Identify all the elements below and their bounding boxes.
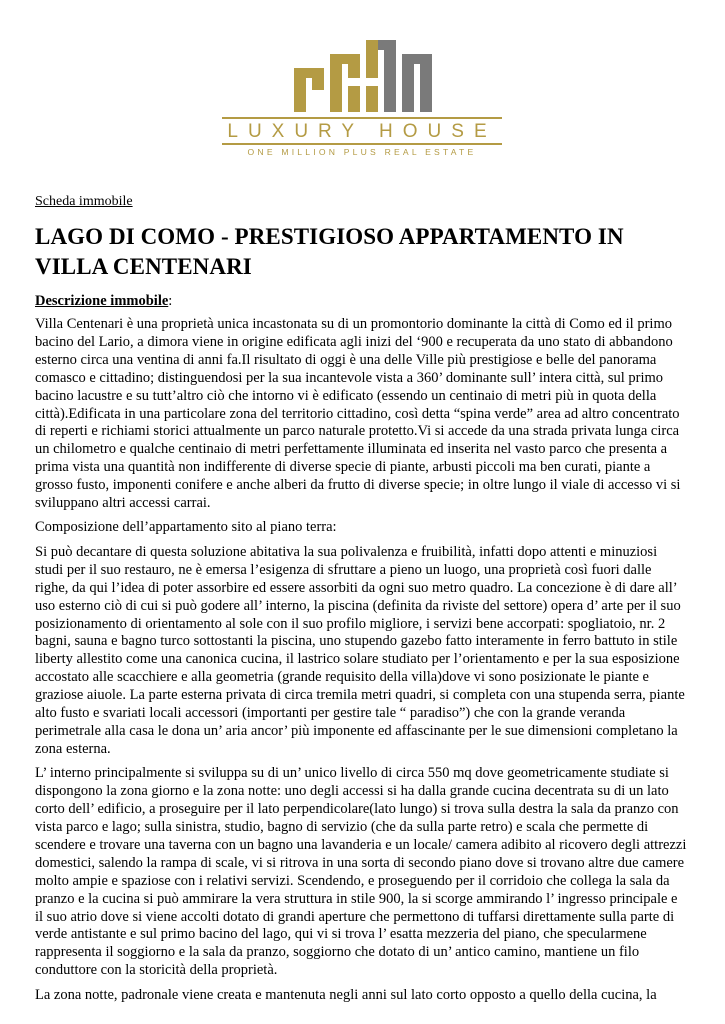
description-colon: :	[168, 293, 173, 309]
paragraph: Si può decantare di questa soluzione abitativa la sua polivalenza e fruibilità, infatti dopo attenti e minuziosi studi per il suo restauro, ne è emersa l’esigenza di sfruttare a pieno un luogo, una proprietà così fuori dalle righe, da qui l’idea di poter assorbire ed essere assorbiti da ogni suo metro quadro. La concezione è di dare all’ uso esterno ciò di cui si può godere all’ interno, la piscina (definita da riviste del settore) opera d’ arte per il suo posizionamento di orientamento al sole con il suo profilo migliore, i servizi bene accorpati: spogliatoio, nr. 2 bagni, sauna e bagno turco sottostanti la piscina, uno stupendo gazebo fatto interamente in ferro battuto in stile liberty allestito come una canonica cucina, il lastrico solare studiato per l’orientamento e per la sua esposizione accostato alle scacchiere e alla geometria (grande requisito della villa)dove vi sono posizionate le piante e graziose aiuole. La parte esterna privata di circa tremila metri quadri, si completa con una stupenda serra, piante alto fusto e svariati locali accessori (importanti per gestire tale “ paradiso”) che con la grande veranda perimetrale alla casa le dona un’ aria ancor’ più imponente ed affascinante per le sue dimensioni completano la zona esterna.	[35, 543, 685, 757]
description-label: Descrizione immobile	[35, 293, 169, 309]
logo-tagline: ONE MILLION PLUS REAL ESTATE	[247, 147, 477, 157]
breadcrumb[interactable]: Scheda immobile	[35, 194, 133, 209]
building-logo-icon	[0, 0, 725, 120]
logo-top-line	[222, 117, 502, 119]
document-body	[35, 193, 687, 1011]
paragraph: Composizione dell’appartamento sito al piano terra:	[35, 519, 337, 536]
description-heading	[35, 292, 687, 310]
logo-name: LUXURY HOUSE	[227, 121, 497, 142]
paragraph: La zona notte, padronale viene creata e mantenuta negli anni sul lato corto opposto a quello della cucina, la	[35, 986, 657, 1003]
logo-bottom-line	[222, 143, 502, 145]
page-title: LAGO DI COMO - PRESTIGIOSO APPARTAMENTO IN VILLA CENTENARI	[35, 224, 624, 279]
luxury-house-logo	[0, 0, 725, 170]
paragraph: Villa Centenari è una proprietà unica incastonata su di un promontorio dominante la città di Como ed il primo bacino del Lario, a dimora viene in origine edificata agli inizi del ‘900 e recuperata da uno stato di abbandono esterno circa una ventina di anni fa.Il risultato di oggi è una delle Ville più prestigiose e belle del panorama comasco e cittadino; distinguendosi per la sua incantevole vista a 360’ dominante sull’ intera città, sul primo bacino lacustre e su tutt’altro ciò che intorno vi è edificato (essendo un centinaio di metri più in quota della città).Edificata in una particolare zona del territorio cittadino, così detta “spina verde” area ad altro concentrato di reperti e richiami storici attualmente un parco naturale protetto.Vi si accede da una strada privata lunga circa un chilometro e qualche centinaio di metri perfettamente illuminata ed inserita nel vasto parco che presenta a prima vista una quantità non indifferente di diverse specie di piante, arbusti piccoli ma ben curati, piante a grosso fusto, imponenti conifere e anche alberi da frutto di diverse specie; in oltre lungo il viale di accesso vi si sviluppano altri accessi carrai.	[35, 316, 681, 512]
paragraph: L’ interno principalmente si sviluppa su di un’ unico livello di circa 550 mq dove geometricamente studiate si dispongono la zona giorno e la zona notte: uno degli accessi si ha dalla grande cucina decentrata su di un lato corto dell’ edificio, a proseguire per il lato perpendicolare(lato lungo) si trova sulla destra la sala da pranzo con vista parco e lago; sulla sinistra, studio, bagno di servizio (che da sulla parte retro) e scala che permette di scendere e trovare una taverna con un bagno una lavanderia e un locale/ camera adibito al ricovero degli attrezzi domestici, salendo la rampa di scale, vi si ritrova in una sorta di secondo piano dove si trovano altre due camere molto ampie e spaziose con i relativi servizi. Scendendo, e proseguendo per il corridoio che collega la sala da pranzo e la cucina si può ammirare la vera struttura in stile 900, la si scorge ammirando l’ ingresso principale e il suo atrio dove si viene accolti dotato di grandi aperture che permettono di tuffarsi direttamente sulla parte di verde antistante e sul primo bacino del lago, qui vi si trova l’ esatta mezzeria del piano, che specularmene rappresenta il soggiorno e la sala da pranzo, soggiorno che dotato di un’ antico camino, mantiene un filo conduttore con la storicità della proprietà.	[35, 765, 687, 979]
